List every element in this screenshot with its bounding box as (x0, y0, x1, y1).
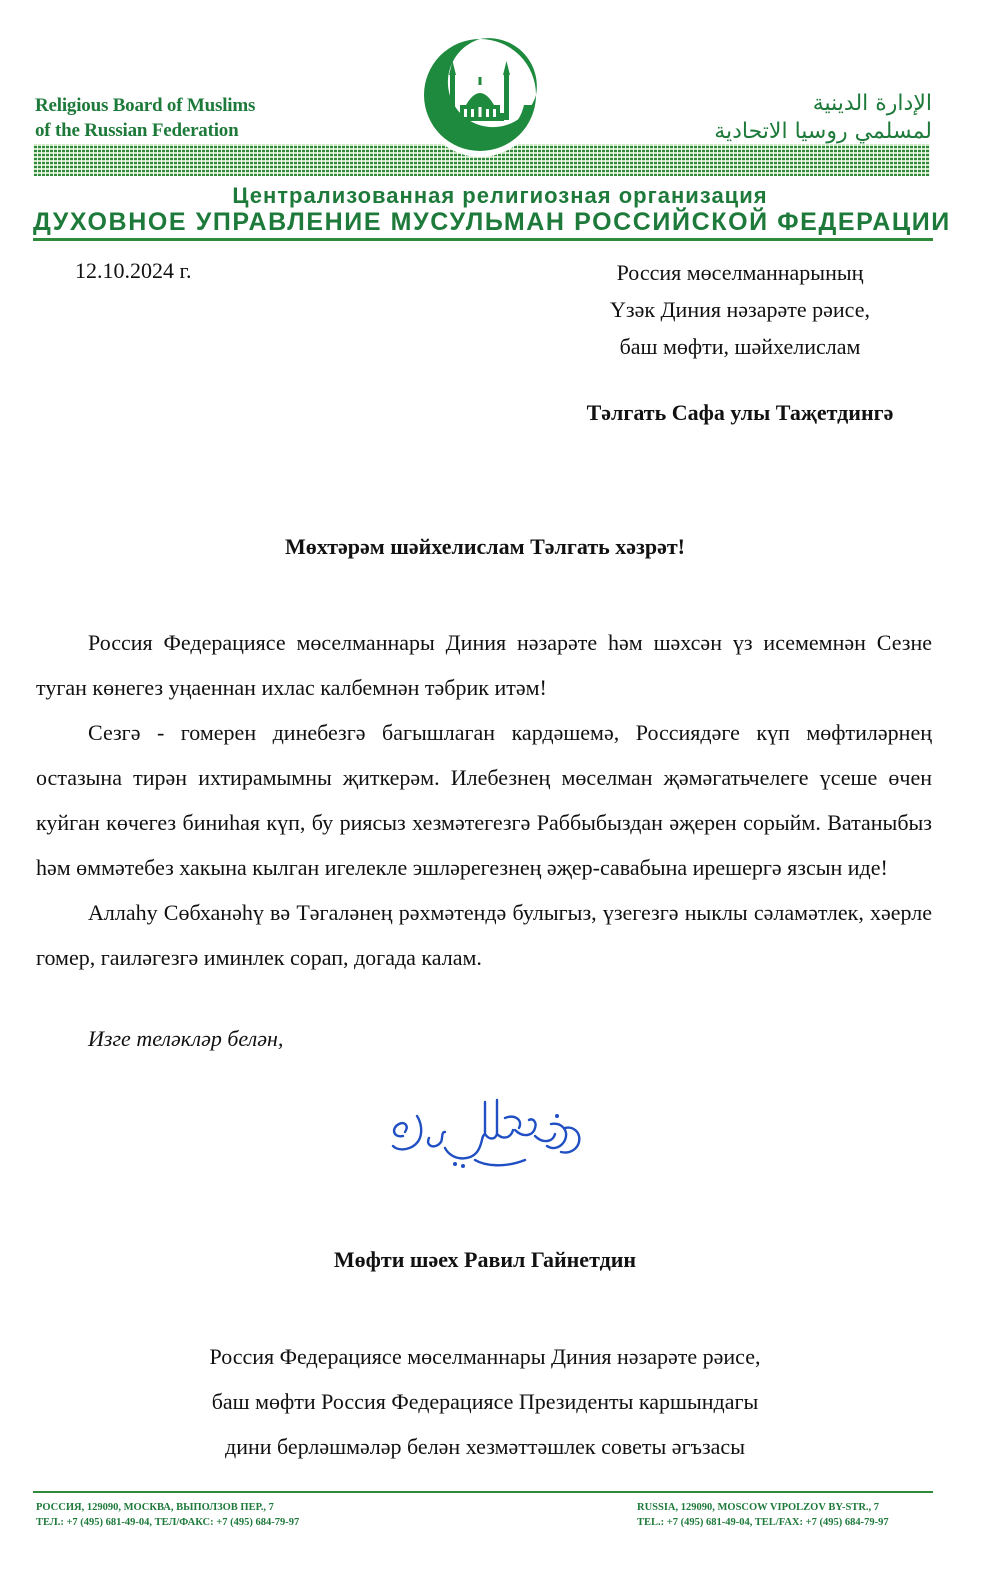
org-type-title: Централизованная религиозная организация (232, 183, 768, 208)
org-name-arabic (714, 90, 932, 146)
addressee-block (560, 254, 920, 365)
org-name-english (35, 93, 255, 143)
header-divider (33, 238, 933, 241)
addressee-line2: Үзәк Диния нәзарәте рәисе, (610, 297, 870, 322)
footer-address-english (637, 1500, 889, 1530)
handwritten-signature (385, 1088, 590, 1178)
body-paragraph-3: Аллаһу Сөбханәһү вә Тәгаләнең рәхмәтендә булыгыз, үзегезгә ныклы сәламәтлек, хәерле гомер, гаиләгезгә иминлек сорап, догада калам. (36, 900, 932, 970)
greeting: Мөхтәрәм шәйхелислам Тәлгать хәзрәт! (285, 534, 685, 559)
signer-title-line3: дини берләшмәләр белән хезмәттәшлек советы әгъзасы (225, 1434, 745, 1459)
signer-title-block (0, 1334, 970, 1469)
org-full-title: ДУХОВНОЕ УПРАВЛЕНИЕ МУСУЛЬМАН РОССИЙСКОЙ ФЕДЕРАЦИИ (33, 208, 951, 236)
footer-divider (33, 1491, 933, 1493)
body-paragraph-2: Сезгә - гомерен динебезгә багышлаган кардәшемә, Россиядәге күп мөфтиләрнең остазына тирән ихтирамымны җиткерәм. Илебезнең мөселман җәмәгатьчелеге үсеше өчен куйган көчегез биниһая күп, бу риясыз хезмәтегезгә Раббыбыздан әҗерен сорыйм. Ватаныбыз һәм өммәтебез хакына кылган игелекле эшләрегезнең әҗер-савабына ирешергә язсын иде! (36, 720, 932, 880)
footer-left-line1: РОССИЯ, 129090, МОСКВА, ВЫПОЛЗОВ ПЕР., 7 (36, 1502, 274, 1513)
closing-phrase: Изге теләкләр белән, (88, 1026, 284, 1051)
addressee-name: Тәлгать Сафа улы Таҗетдингә (586, 400, 894, 425)
org-name-arabic-line2: لمسلمي روسيا الاتحادية (714, 119, 932, 144)
signer-name: Мөфти шәех Равил Гайнетдин (333, 1247, 637, 1272)
org-name-arabic-line1: الإدارة الدينية (812, 91, 932, 116)
footer-left-line2: ТЕЛ.: +7 (495) 681-49-04, ТЕЛ/ФАКС: +7 (495) 684-79-97 (36, 1517, 300, 1528)
addressee-line3: баш мөфти, шәйхелислам (619, 334, 861, 359)
footer-right-line1: RUSSIA, 129090, MOSCOW VIPOLZOV BY-STR., 7 (637, 1502, 880, 1513)
signer-title-line1: Россия Федерациясе мөселманнары Диния нәзарәте рәисе, (209, 1344, 761, 1369)
footer-address-russian (36, 1500, 299, 1530)
mosque-crescent-logo (420, 35, 540, 160)
org-name-english-line2: of the Russian Federation (35, 120, 239, 141)
org-name-english-line1: Religious Board of Muslims (35, 95, 256, 116)
addressee-line1: Россия мөселманнарының (616, 260, 864, 285)
footer-right-line2: TEL.: +7 (495) 681-49-04, TEL/FAX: +7 (495) 684-79-97 (637, 1517, 889, 1528)
body-paragraph-1: Россия Федерациясе мөселманнары Диния нәзарәте һәм шәхсән үз исемемнән Сезне туган көнегез уңаеннан ихлас калбемнән тәбрик итәм! (36, 630, 932, 700)
letter-body (36, 620, 932, 980)
signer-title-line2: баш мөфти Россия Федерациясе Президенты каршындагы (211, 1389, 759, 1414)
letter-date: 12.10.2024 г. (75, 258, 192, 283)
